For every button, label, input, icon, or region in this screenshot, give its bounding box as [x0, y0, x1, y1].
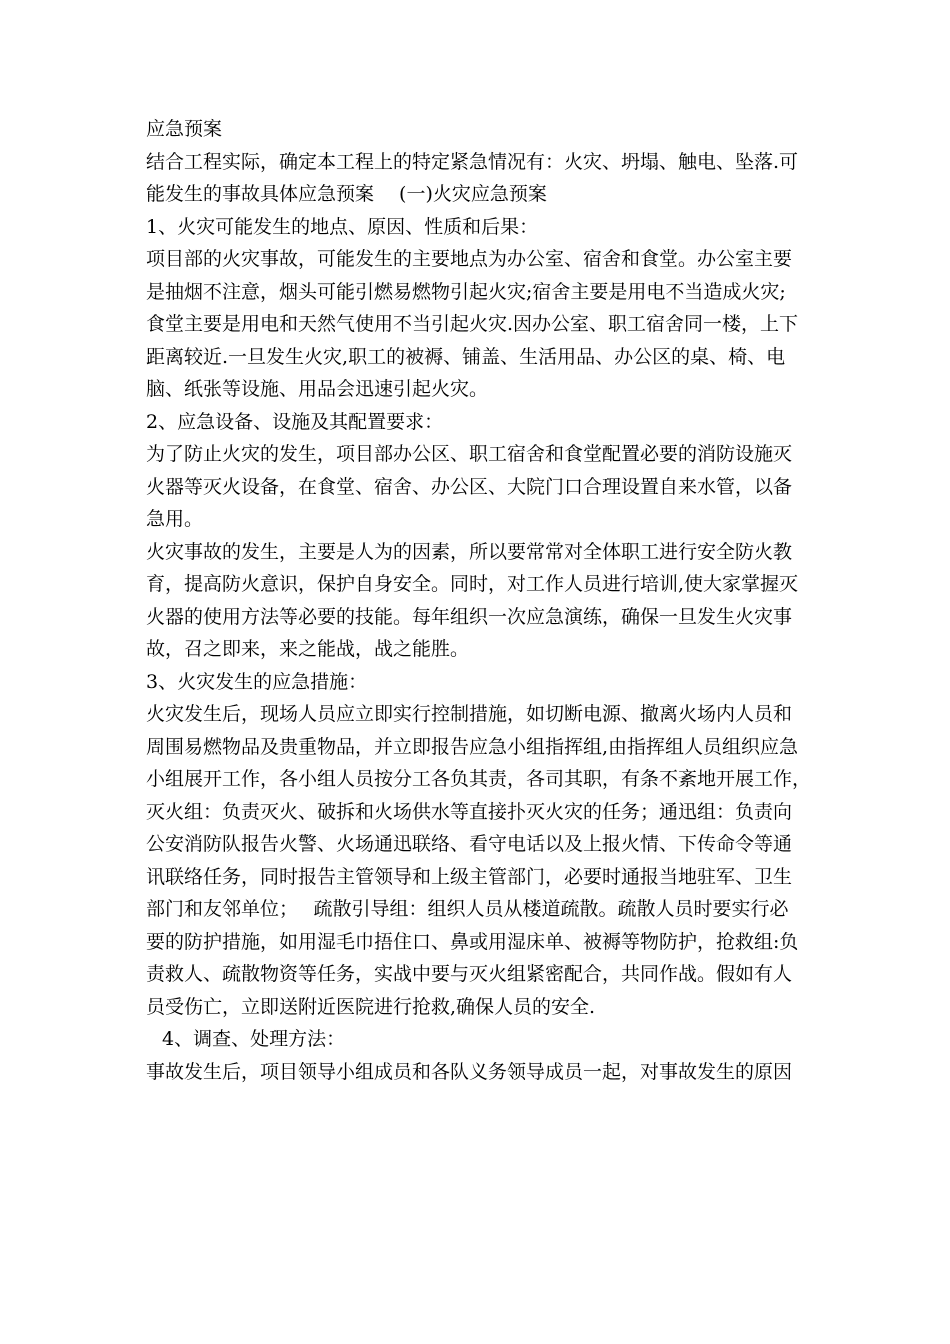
doc-title: 应急预案 — [146, 118, 223, 140]
text-line: 公安消防队报告火警、火场通迅联络、看守电话以及上报火情、下传命令等通 — [146, 833, 793, 855]
text-line: 距离较近.一旦发生火灾,职工的被褥、铺盖、生活用品、办公区的桌、椅、电 — [146, 345, 786, 368]
section-heading-4: 4、调查、处理方法： — [162, 1028, 346, 1050]
text-line: 育，提高防火意识，保护自身安全。同时，对工作人员进行培训,使大家掌握灭 — [146, 573, 799, 595]
text-line: 要的防护措施，如用湿毛巾捂住口、鼻或用湿床单、被褥等物防护，抢救组:负 — [146, 930, 799, 953]
text-line: 急用。 — [146, 508, 204, 530]
text-line: 火器的使用方法等必要的技能。每年组织一次应急演练，确保一旦发生火灾事 — [146, 605, 793, 628]
text-line: 部门和友邻单位； 疏散引导组：组织人员从楼道疏散。疏散人员时要实行必 — [146, 898, 789, 920]
text-line: 食堂主要是用电和天然气使用不当引起火灾.因办公室、职工宿舍同一楼，上下 — [146, 313, 799, 335]
text-line: 脑、纸张等设施、用品会迅速引起火灾。 — [146, 378, 489, 400]
text-line: 事故发生后，项目领导小组成员和各队义务领导成员一起，对事故发生的原因 — [146, 1060, 793, 1083]
text-line: 讯联络任务，同时报告主管领导和上级主管部门，必要时通报当地驻军、卫生 — [146, 865, 793, 888]
text-line: 灭火组：负责灭火、破拆和火场供水等直接扑灭火灾的任务；通迅组：负责向 — [146, 800, 793, 823]
text-line: 是抽烟不注意，烟头可能引燃易燃物引起火灾;宿舍主要是用电不当造成火灾; — [146, 280, 786, 303]
text-line: 火灾发生后，现场人员应立即实行控制措施，如切断电源、撤离火场内人员和 — [146, 703, 793, 725]
text-line: 小组展开工作，各小组人员按分工各负其责，各司其职，有条不紊地开展工作， — [146, 768, 812, 790]
text-line: 责救人、疏散物资等任务，实战中要与灭火组紧密配合，共同作战。假如有人 — [146, 963, 793, 985]
text-line: 火器等灭火设备，在食堂、宿舍、办公区、大院门口合理设置自来水管，以备 — [146, 475, 793, 498]
section-heading-1: 1、火灾可能发生的地点、原因、性质和后果： — [146, 215, 539, 238]
text-line: 能发生的事故具体应急预案 (一)火灾应急预案 — [146, 183, 547, 205]
text-line: 故，召之即来，来之能战，战之能胜。 — [146, 638, 470, 660]
section-heading-3: 3、火灾发生的应急措施： — [146, 670, 368, 693]
text-line: 项目部的火灾事故，可能发生的主要地点为办公室、宿舍和食堂。办公室主要 — [146, 248, 793, 270]
document-page — [146, 113, 816, 1088]
text-line: 为了防止火灾的发生，项目部办公区、职工宿舍和食堂配置必要的消防设施灭 — [146, 443, 793, 465]
section-heading-2: 2、应急设备、设施及其配置要求： — [146, 410, 444, 433]
text-line: 结合工程实际，确定本工程上的特定紧急情况有：火灾、坍塌、触电、坠落.可 — [146, 150, 799, 173]
text-line: 员受伤亡，立即送附近医院进行抢救,确保人员的安全. — [146, 995, 596, 1018]
text-line: 火灾事故的发生，主要是人为的因素，所以要常常对全体职工进行安全防火教 — [146, 540, 793, 563]
text-line: 周围易燃物品及贵重物品，并立即报告应急小组指挥组,由指挥组人员组织应急 — [146, 735, 799, 758]
